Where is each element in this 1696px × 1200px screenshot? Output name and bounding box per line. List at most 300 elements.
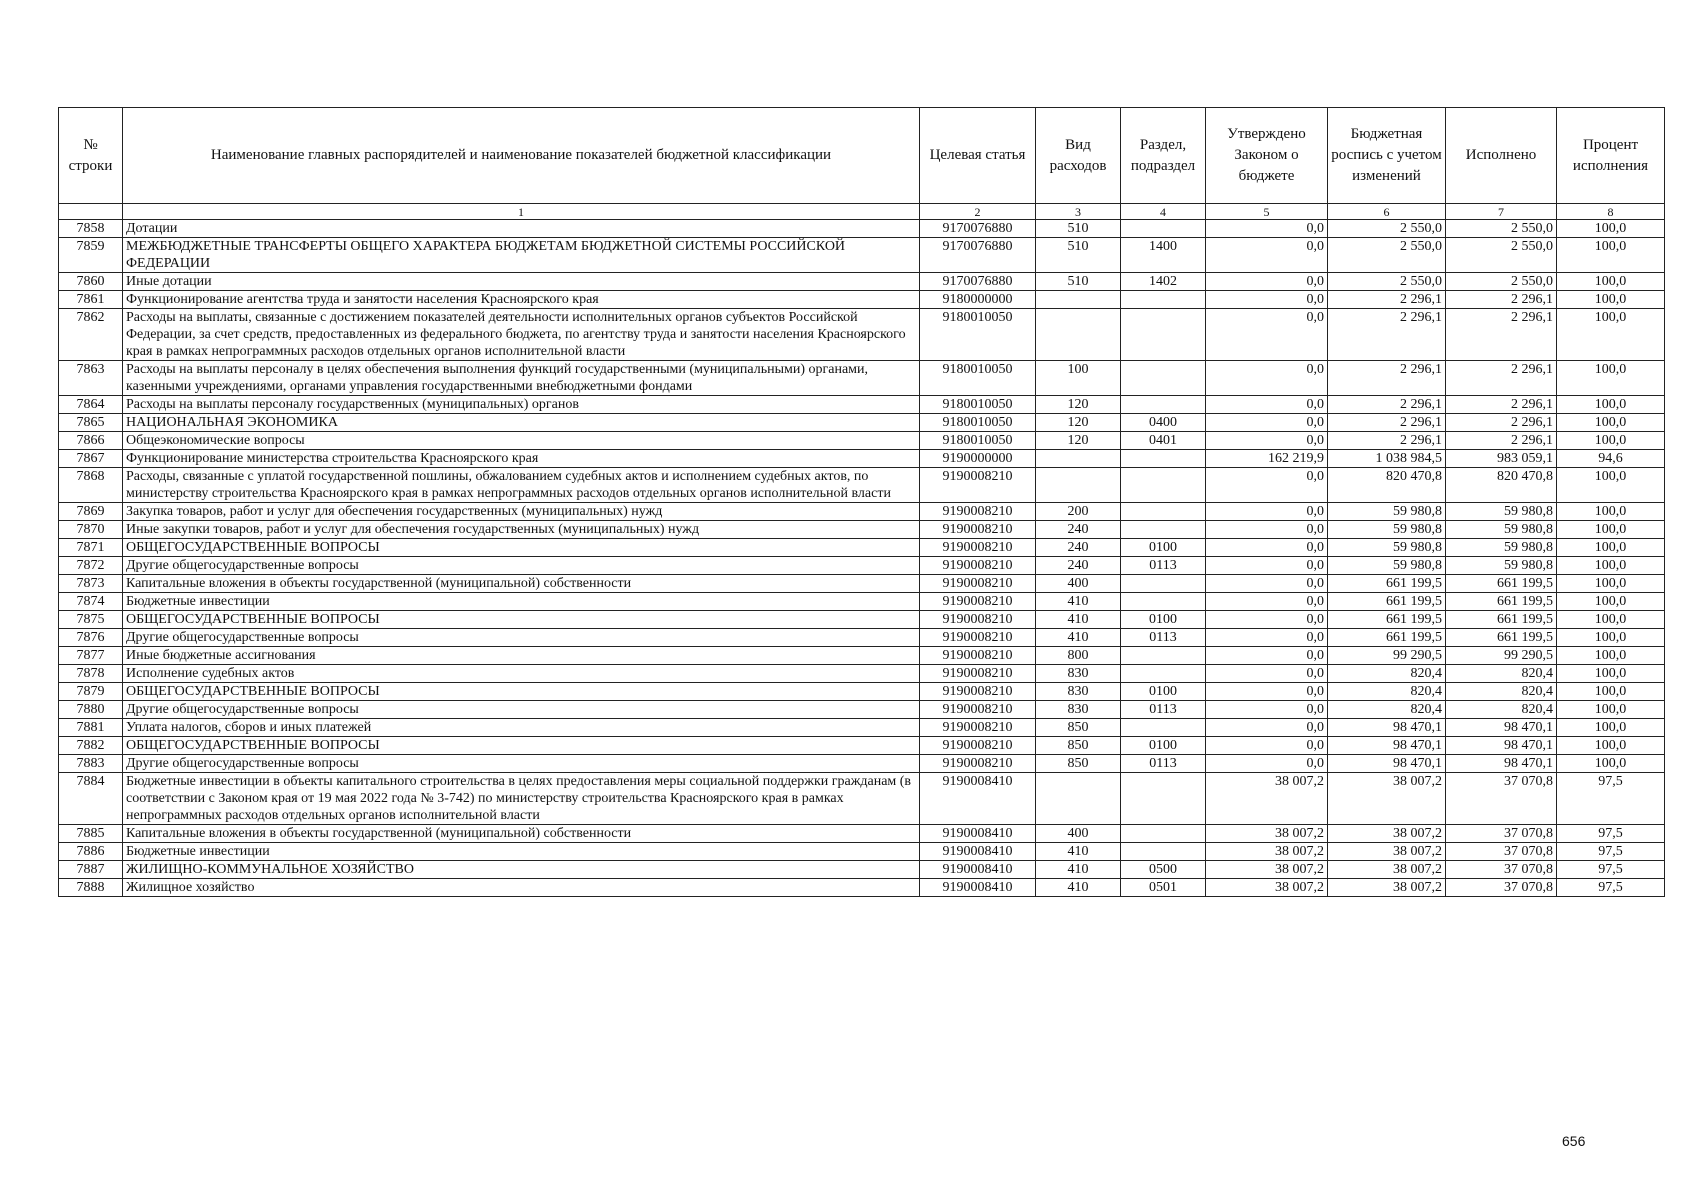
row-budget: 2 296,1	[1328, 432, 1446, 450]
row-budget: 2 296,1	[1328, 414, 1446, 432]
row-budget: 2 296,1	[1328, 361, 1446, 396]
table-row	[59, 450, 1665, 468]
table-row	[59, 719, 1665, 737]
row-section	[1121, 773, 1206, 825]
table-row	[59, 755, 1665, 773]
row-pct: 94,6	[1557, 450, 1665, 468]
row-kind	[1036, 291, 1121, 309]
row-kind: 100	[1036, 361, 1121, 396]
row-name: Другие общегосударственные вопросы	[123, 701, 920, 719]
row-approved: 0,0	[1206, 309, 1328, 361]
header-approved: Утверждено Законом о бюджете	[1206, 108, 1328, 204]
row-name: ОБЩЕГОСУДАРСТВЕННЫЕ ВОПРОСЫ	[123, 683, 920, 701]
row-approved: 0,0	[1206, 539, 1328, 557]
row-number: 7874	[59, 593, 123, 611]
row-exec: 99 290,5	[1446, 647, 1557, 665]
row-section	[1121, 309, 1206, 361]
row-approved: 0,0	[1206, 468, 1328, 503]
row-kind: 410	[1036, 843, 1121, 861]
row-section: 0100	[1121, 611, 1206, 629]
table-row	[59, 414, 1665, 432]
row-target: 9190008410	[920, 861, 1036, 879]
row-exec: 820,4	[1446, 701, 1557, 719]
row-kind: 240	[1036, 521, 1121, 539]
row-pct: 100,0	[1557, 719, 1665, 737]
row-target: 9180010050	[920, 396, 1036, 414]
row-kind: 400	[1036, 825, 1121, 843]
row-pct: 100,0	[1557, 701, 1665, 719]
colnum-1: 1	[123, 204, 920, 220]
row-kind	[1036, 468, 1121, 503]
row-kind: 510	[1036, 273, 1121, 291]
row-exec: 2 296,1	[1446, 414, 1557, 432]
row-approved: 0,0	[1206, 701, 1328, 719]
table-row	[59, 843, 1665, 861]
row-kind: 800	[1036, 647, 1121, 665]
row-budget: 98 470,1	[1328, 719, 1446, 737]
row-number: 7873	[59, 575, 123, 593]
row-exec: 661 199,5	[1446, 593, 1557, 611]
row-name: Другие общегосударственные вопросы	[123, 629, 920, 647]
row-approved: 0,0	[1206, 291, 1328, 309]
row-pct: 97,5	[1557, 825, 1665, 843]
row-budget: 59 980,8	[1328, 557, 1446, 575]
row-exec: 2 550,0	[1446, 220, 1557, 238]
colnum-4: 4	[1121, 204, 1206, 220]
row-budget: 2 550,0	[1328, 273, 1446, 291]
row-kind: 120	[1036, 432, 1121, 450]
row-section	[1121, 450, 1206, 468]
row-approved: 0,0	[1206, 737, 1328, 755]
row-exec: 2 296,1	[1446, 396, 1557, 414]
row-section: 0501	[1121, 879, 1206, 897]
row-approved: 38 007,2	[1206, 879, 1328, 897]
row-approved: 0,0	[1206, 719, 1328, 737]
row-section: 0500	[1121, 861, 1206, 879]
column-numbers-row	[59, 204, 1665, 220]
row-number: 7876	[59, 629, 123, 647]
row-name: Другие общегосударственные вопросы	[123, 557, 920, 575]
row-budget: 661 199,5	[1328, 575, 1446, 593]
row-exec: 820,4	[1446, 683, 1557, 701]
row-budget: 38 007,2	[1328, 861, 1446, 879]
row-name: Функционирование министерства строительства Красноярского края	[123, 450, 920, 468]
row-pct: 97,5	[1557, 773, 1665, 825]
colnum-8: 8	[1557, 204, 1665, 220]
row-name: Дотации	[123, 220, 920, 238]
row-number: 7877	[59, 647, 123, 665]
row-name: Расходы на выплаты персоналу государственных (муниципальных) органов	[123, 396, 920, 414]
row-exec: 2 296,1	[1446, 291, 1557, 309]
row-name: Капитальные вложения в объекты государственной (муниципальной) собственности	[123, 575, 920, 593]
table-row	[59, 396, 1665, 414]
row-kind: 850	[1036, 719, 1121, 737]
row-section: 1400	[1121, 238, 1206, 273]
row-name: МЕЖБЮДЖЕТНЫЕ ТРАНСФЕРТЫ ОБЩЕГО ХАРАКТЕРА БЮДЖЕТАМ БЮДЖЕТНОЙ СИСТЕМЫ РОССИЙСКОЙ ФЕДЕРАЦИИ	[123, 238, 920, 273]
row-pct: 100,0	[1557, 575, 1665, 593]
table-row	[59, 468, 1665, 503]
row-target: 9190008410	[920, 879, 1036, 897]
row-kind: 410	[1036, 611, 1121, 629]
row-name: Закупка товаров, работ и услуг для обеспечения государственных (муниципальных) нужд	[123, 503, 920, 521]
table-row	[59, 737, 1665, 755]
table-body	[59, 220, 1665, 897]
row-number: 7858	[59, 220, 123, 238]
row-kind: 400	[1036, 575, 1121, 593]
row-exec: 59 980,8	[1446, 503, 1557, 521]
row-target: 9190008410	[920, 773, 1036, 825]
table-row	[59, 503, 1665, 521]
row-section	[1121, 665, 1206, 683]
header-kind: Вид расходов	[1036, 108, 1121, 204]
row-kind: 850	[1036, 737, 1121, 755]
row-number: 7872	[59, 557, 123, 575]
row-pct: 100,0	[1557, 503, 1665, 521]
table-row	[59, 861, 1665, 879]
row-budget: 2 296,1	[1328, 396, 1446, 414]
row-section	[1121, 575, 1206, 593]
header-target: Целевая статья	[920, 108, 1036, 204]
colnum-3: 3	[1036, 204, 1121, 220]
row-name: Бюджетные инвестиции в объекты капитального строительства в целях предоставления меры социальной поддержки гражданам (в соответствии с Законом края от 19 мая 2022 года № 3-742) по министерству строительства Красноярского края в рамках непрограммных расходов отдельных органов исполнительной власти	[123, 773, 920, 825]
row-number: 7878	[59, 665, 123, 683]
table-row	[59, 539, 1665, 557]
row-section	[1121, 291, 1206, 309]
row-budget: 98 470,1	[1328, 755, 1446, 773]
row-target: 9180010050	[920, 309, 1036, 361]
row-approved: 38 007,2	[1206, 773, 1328, 825]
row-pct: 100,0	[1557, 396, 1665, 414]
row-pct: 100,0	[1557, 468, 1665, 503]
row-target: 9180010050	[920, 432, 1036, 450]
row-target: 9190008410	[920, 843, 1036, 861]
row-number: 7863	[59, 361, 123, 396]
row-name: Иные закупки товаров, работ и услуг для обеспечения государственных (муниципальных) нужд	[123, 521, 920, 539]
row-name: ОБЩЕГОСУДАРСТВЕННЫЕ ВОПРОСЫ	[123, 539, 920, 557]
row-budget: 1 038 984,5	[1328, 450, 1446, 468]
row-approved: 0,0	[1206, 557, 1328, 575]
row-budget: 661 199,5	[1328, 629, 1446, 647]
row-section: 0113	[1121, 755, 1206, 773]
row-target: 9190008210	[920, 503, 1036, 521]
row-number: 7865	[59, 414, 123, 432]
row-target: 9180000000	[920, 291, 1036, 309]
row-exec: 37 070,8	[1446, 861, 1557, 879]
table-row	[59, 309, 1665, 361]
table-row	[59, 220, 1665, 238]
row-exec: 37 070,8	[1446, 879, 1557, 897]
row-target: 9190000000	[920, 450, 1036, 468]
row-approved: 0,0	[1206, 396, 1328, 414]
row-exec: 59 980,8	[1446, 557, 1557, 575]
row-exec: 820 470,8	[1446, 468, 1557, 503]
row-target: 9180010050	[920, 361, 1036, 396]
row-approved: 0,0	[1206, 755, 1328, 773]
row-budget: 2 550,0	[1328, 220, 1446, 238]
row-section: 0113	[1121, 701, 1206, 719]
row-approved: 0,0	[1206, 593, 1328, 611]
row-name: Расходы, связанные с уплатой государственной пошлины, обжалованием судебных актов и исполнением судебных актов, по министерству строительства Красноярского края в рамках непрограммных расходов отдельных органов исполнительной власти	[123, 468, 920, 503]
row-budget: 38 007,2	[1328, 879, 1446, 897]
header-budget: Бюджетная роспись с учетом изменений	[1328, 108, 1446, 204]
row-kind: 830	[1036, 701, 1121, 719]
row-name: НАЦИОНАЛЬНАЯ ЭКОНОМИКА	[123, 414, 920, 432]
row-approved: 0,0	[1206, 629, 1328, 647]
row-number: 7880	[59, 701, 123, 719]
row-target: 9190008210	[920, 647, 1036, 665]
row-target: 9170076880	[920, 273, 1036, 291]
row-target: 9190008210	[920, 755, 1036, 773]
row-exec: 37 070,8	[1446, 825, 1557, 843]
row-kind: 410	[1036, 861, 1121, 879]
row-exec: 2 550,0	[1446, 273, 1557, 291]
row-exec: 59 980,8	[1446, 539, 1557, 557]
row-pct: 100,0	[1557, 414, 1665, 432]
row-number: 7862	[59, 309, 123, 361]
row-kind: 240	[1036, 539, 1121, 557]
table-row	[59, 361, 1665, 396]
row-pct: 100,0	[1557, 629, 1665, 647]
row-number: 7875	[59, 611, 123, 629]
row-section	[1121, 361, 1206, 396]
table-row	[59, 432, 1665, 450]
row-section: 0100	[1121, 737, 1206, 755]
table-row	[59, 773, 1665, 825]
row-budget: 820,4	[1328, 683, 1446, 701]
table-row	[59, 825, 1665, 843]
row-exec: 98 470,1	[1446, 737, 1557, 755]
row-section	[1121, 647, 1206, 665]
row-approved: 0,0	[1206, 273, 1328, 291]
table-row	[59, 291, 1665, 309]
row-exec: 661 199,5	[1446, 611, 1557, 629]
row-approved: 0,0	[1206, 611, 1328, 629]
row-name: Уплата налогов, сборов и иных платежей	[123, 719, 920, 737]
row-budget: 661 199,5	[1328, 611, 1446, 629]
header-section: Раздел, подраздел	[1121, 108, 1206, 204]
row-number: 7860	[59, 273, 123, 291]
row-section: 1402	[1121, 273, 1206, 291]
row-name: Исполнение судебных актов	[123, 665, 920, 683]
row-name: ЖИЛИЩНО-КОММУНАЛЬНОЕ ХОЗЯЙСТВО	[123, 861, 920, 879]
row-number: 7861	[59, 291, 123, 309]
header-row-no: № строки	[59, 108, 123, 204]
row-pct: 100,0	[1557, 238, 1665, 273]
row-name: Бюджетные инвестиции	[123, 843, 920, 861]
row-number: 7869	[59, 503, 123, 521]
row-pct: 100,0	[1557, 361, 1665, 396]
row-target: 9190008210	[920, 593, 1036, 611]
row-exec: 2 296,1	[1446, 309, 1557, 361]
row-name: Функционирование агентства труда и занятости населения Красноярского края	[123, 291, 920, 309]
row-pct: 97,5	[1557, 861, 1665, 879]
row-name: Бюджетные инвестиции	[123, 593, 920, 611]
colnum-6: 6	[1328, 204, 1446, 220]
row-kind	[1036, 773, 1121, 825]
row-section	[1121, 521, 1206, 539]
row-number: 7883	[59, 755, 123, 773]
colnum-7: 7	[1446, 204, 1557, 220]
row-budget: 99 290,5	[1328, 647, 1446, 665]
row-kind	[1036, 309, 1121, 361]
row-name: Расходы на выплаты персоналу в целях обеспечения выполнения функций государственными (муниципальными) органами, казенными учреждениями, органами управления государственными внебюджетными фондами	[123, 361, 920, 396]
row-kind: 410	[1036, 629, 1121, 647]
row-number: 7888	[59, 879, 123, 897]
row-exec: 37 070,8	[1446, 843, 1557, 861]
header-row	[59, 108, 1665, 204]
row-target: 9190008410	[920, 825, 1036, 843]
row-exec: 661 199,5	[1446, 575, 1557, 593]
row-approved: 0,0	[1206, 414, 1328, 432]
row-kind	[1036, 450, 1121, 468]
row-budget: 38 007,2	[1328, 773, 1446, 825]
row-target: 9190008210	[920, 468, 1036, 503]
row-budget: 820,4	[1328, 665, 1446, 683]
row-pct: 100,0	[1557, 683, 1665, 701]
row-approved: 0,0	[1206, 575, 1328, 593]
row-name: Другие общегосударственные вопросы	[123, 755, 920, 773]
row-number: 7868	[59, 468, 123, 503]
row-number: 7859	[59, 238, 123, 273]
row-budget: 661 199,5	[1328, 593, 1446, 611]
row-section: 0401	[1121, 432, 1206, 450]
row-target: 9190008210	[920, 665, 1036, 683]
row-pct: 100,0	[1557, 557, 1665, 575]
row-target: 9180010050	[920, 414, 1036, 432]
row-number: 7885	[59, 825, 123, 843]
row-target: 9190008210	[920, 629, 1036, 647]
row-approved: 0,0	[1206, 432, 1328, 450]
row-target: 9190008210	[920, 701, 1036, 719]
table-row	[59, 557, 1665, 575]
row-pct: 100,0	[1557, 291, 1665, 309]
row-target: 9190008210	[920, 557, 1036, 575]
row-approved: 0,0	[1206, 220, 1328, 238]
row-pct: 100,0	[1557, 755, 1665, 773]
row-exec: 2 550,0	[1446, 238, 1557, 273]
row-name: Общеэкономические вопросы	[123, 432, 920, 450]
row-target: 9190008210	[920, 719, 1036, 737]
row-kind: 830	[1036, 683, 1121, 701]
row-target: 9190008210	[920, 521, 1036, 539]
row-target: 9190008210	[920, 683, 1036, 701]
row-section	[1121, 396, 1206, 414]
table-row	[59, 879, 1665, 897]
row-name: ОБЩЕГОСУДАРСТВЕННЫЕ ВОПРОСЫ	[123, 611, 920, 629]
row-budget: 2 296,1	[1328, 309, 1446, 361]
row-kind: 830	[1036, 665, 1121, 683]
row-section	[1121, 593, 1206, 611]
row-number: 7866	[59, 432, 123, 450]
row-budget: 59 980,8	[1328, 503, 1446, 521]
row-section: 0113	[1121, 629, 1206, 647]
table-row	[59, 611, 1665, 629]
row-exec: 661 199,5	[1446, 629, 1557, 647]
row-budget: 59 980,8	[1328, 521, 1446, 539]
row-exec: 2 296,1	[1446, 432, 1557, 450]
row-section	[1121, 220, 1206, 238]
row-target: 9170076880	[920, 220, 1036, 238]
row-pct: 97,5	[1557, 843, 1665, 861]
table-row	[59, 521, 1665, 539]
row-approved: 38 007,2	[1206, 825, 1328, 843]
row-exec: 98 470,1	[1446, 719, 1557, 737]
row-approved: 38 007,2	[1206, 861, 1328, 879]
row-target: 9190008210	[920, 575, 1036, 593]
row-pct: 100,0	[1557, 611, 1665, 629]
row-number: 7879	[59, 683, 123, 701]
colnum-5: 5	[1206, 204, 1328, 220]
row-kind: 510	[1036, 238, 1121, 273]
row-kind: 850	[1036, 755, 1121, 773]
row-target: 9190008210	[920, 611, 1036, 629]
row-budget: 98 470,1	[1328, 737, 1446, 755]
row-kind: 410	[1036, 593, 1121, 611]
row-pct: 100,0	[1557, 521, 1665, 539]
row-approved: 0,0	[1206, 238, 1328, 273]
budget-table	[58, 107, 1665, 897]
table-row	[59, 238, 1665, 273]
row-pct: 100,0	[1557, 593, 1665, 611]
row-budget: 820 470,8	[1328, 468, 1446, 503]
row-kind: 240	[1036, 557, 1121, 575]
row-approved: 0,0	[1206, 503, 1328, 521]
row-kind: 120	[1036, 414, 1121, 432]
row-kind: 120	[1036, 396, 1121, 414]
table-row	[59, 665, 1665, 683]
row-exec: 983 059,1	[1446, 450, 1557, 468]
row-number: 7881	[59, 719, 123, 737]
row-number: 7870	[59, 521, 123, 539]
row-approved: 162 219,9	[1206, 450, 1328, 468]
row-exec: 98 470,1	[1446, 755, 1557, 773]
row-kind: 200	[1036, 503, 1121, 521]
row-name: ОБЩЕГОСУДАРСТВЕННЫЕ ВОПРОСЫ	[123, 737, 920, 755]
table-row	[59, 629, 1665, 647]
row-pct: 100,0	[1557, 273, 1665, 291]
row-target: 9170076880	[920, 238, 1036, 273]
colnum-0	[59, 204, 123, 220]
row-pct: 100,0	[1557, 665, 1665, 683]
table-row	[59, 593, 1665, 611]
row-budget: 2 296,1	[1328, 291, 1446, 309]
row-section	[1121, 825, 1206, 843]
row-number: 7884	[59, 773, 123, 825]
row-target: 9190008210	[920, 737, 1036, 755]
row-number: 7871	[59, 539, 123, 557]
row-approved: 0,0	[1206, 521, 1328, 539]
row-name: Иные дотации	[123, 273, 920, 291]
header-exec: Исполнено	[1446, 108, 1557, 204]
row-budget: 38 007,2	[1328, 825, 1446, 843]
row-exec: 820,4	[1446, 665, 1557, 683]
row-approved: 0,0	[1206, 683, 1328, 701]
row-budget: 59 980,8	[1328, 539, 1446, 557]
row-approved: 38 007,2	[1206, 843, 1328, 861]
row-kind: 510	[1036, 220, 1121, 238]
row-exec: 2 296,1	[1446, 361, 1557, 396]
row-section: 0113	[1121, 557, 1206, 575]
row-exec: 59 980,8	[1446, 521, 1557, 539]
header-name: Наименование главных распорядителей и наименование показателей бюджетной классификации	[123, 108, 920, 204]
row-name: Жилищное хозяйство	[123, 879, 920, 897]
page-number: 656	[1562, 1133, 1586, 1149]
table-row	[59, 701, 1665, 719]
row-approved: 0,0	[1206, 647, 1328, 665]
row-section	[1121, 503, 1206, 521]
row-number: 7886	[59, 843, 123, 861]
row-pct: 97,5	[1557, 879, 1665, 897]
